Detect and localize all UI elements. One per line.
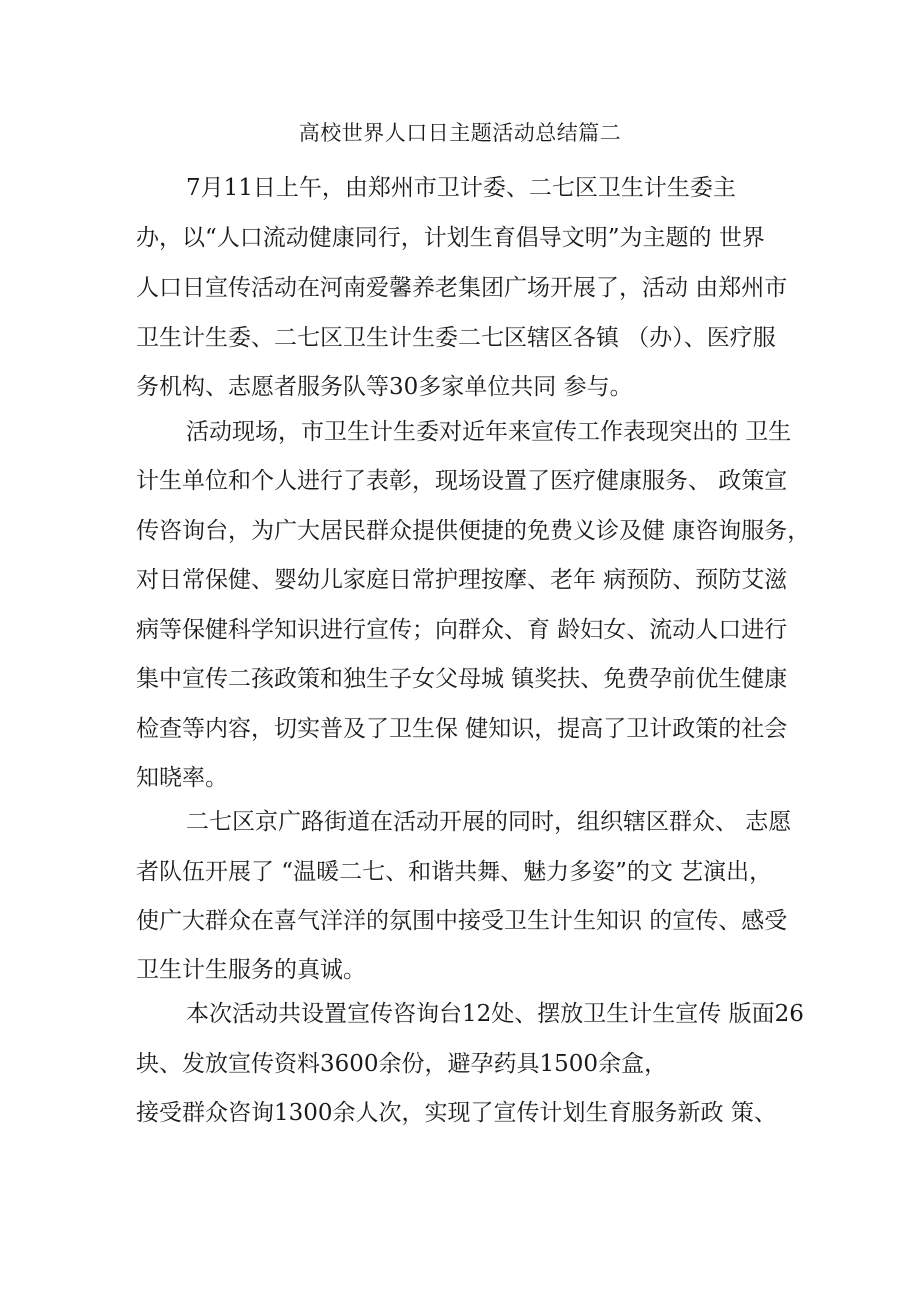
paragraph-3-line-4: 卫生计生服务的真诚。 [136, 957, 366, 983]
paragraph-4-line-1: 本次活动共设置宣传咨询台12处、摆放卫生计生宣传 版面26 [186, 1001, 804, 1027]
paragraph-3-line-1: 二七区京广路街道在活动开展的同时，组织辖区群众、 志愿 [186, 809, 792, 835]
paragraph-2-line-1: 活动现场，市卫生计生委对近年来宣传工作表现突出的 卫生 [186, 419, 792, 445]
document-title: 高校世界人口日主题活动总结篇二 [298, 121, 622, 145]
paragraph-1-line-5: 务机构、志愿者服务队等30多家单位共同 参与。 [136, 374, 633, 400]
paragraph-1-line-2: 办，以“人口流动健康同行，计划生育倡导文明”为主题的 世界 [136, 225, 765, 251]
paragraph-2-line-6: 集中宣传二孩政策和独生子女父母城 镇奖扶、免费孕前优生健康 [136, 666, 788, 692]
paragraph-1-line-3: 人口日宣传活动在河南爱馨养老集团广场开展了，活动 由郑州市 [136, 275, 788, 301]
paragraph-2-line-4: 对日常保健、婴幼儿家庭日常护理按摩、老年 病预防、预防艾滋 [136, 567, 788, 593]
paragraph-2-line-2: 计生单位和个人进行了表彰，现场设置了医疗健康服务、 政策宣 [136, 468, 788, 494]
paragraph-4-line-3: 接受群众咨询1300余人次，实现了宣传计划生育服务新政 策、 [136, 1100, 777, 1126]
paragraph-2-line-8: 知晓率。 [136, 765, 228, 791]
paragraph-2-line-7: 检查等内容，切实普及了卫生保 健知识，提高了卫计政策的社会 [136, 716, 788, 742]
paragraph-2-line-5: 病等保健科学知识进行宣传；向群众、育 龄妇女、流动人口进行 [136, 617, 788, 643]
paragraph-3-line-2: 者队伍开展了 “温暖二七、和谐共舞、魅力多姿”的文 艺演出， [136, 859, 773, 885]
paragraph-3-line-3: 使广大群众在喜气洋洋的氛围中接受卫生计生知识 的宣传、感受 [136, 908, 788, 934]
paragraph-2-line-3: 传咨询台，为广大居民群众提供便捷的免费义诊及健 康咨询服务， [136, 518, 811, 544]
paragraph-1-line-1: 7月11日上午，由郑州市卫计委、二七区卫生计生委主 [186, 175, 736, 201]
paragraph-4-line-2: 块、发放宣传资料3600余份，避孕药具1500余盒， [136, 1051, 668, 1077]
paragraph-1-line-4: 卫生计生委、二七区卫生计生委二七区辖区各镇 （办）、医疗服 [136, 325, 776, 351]
